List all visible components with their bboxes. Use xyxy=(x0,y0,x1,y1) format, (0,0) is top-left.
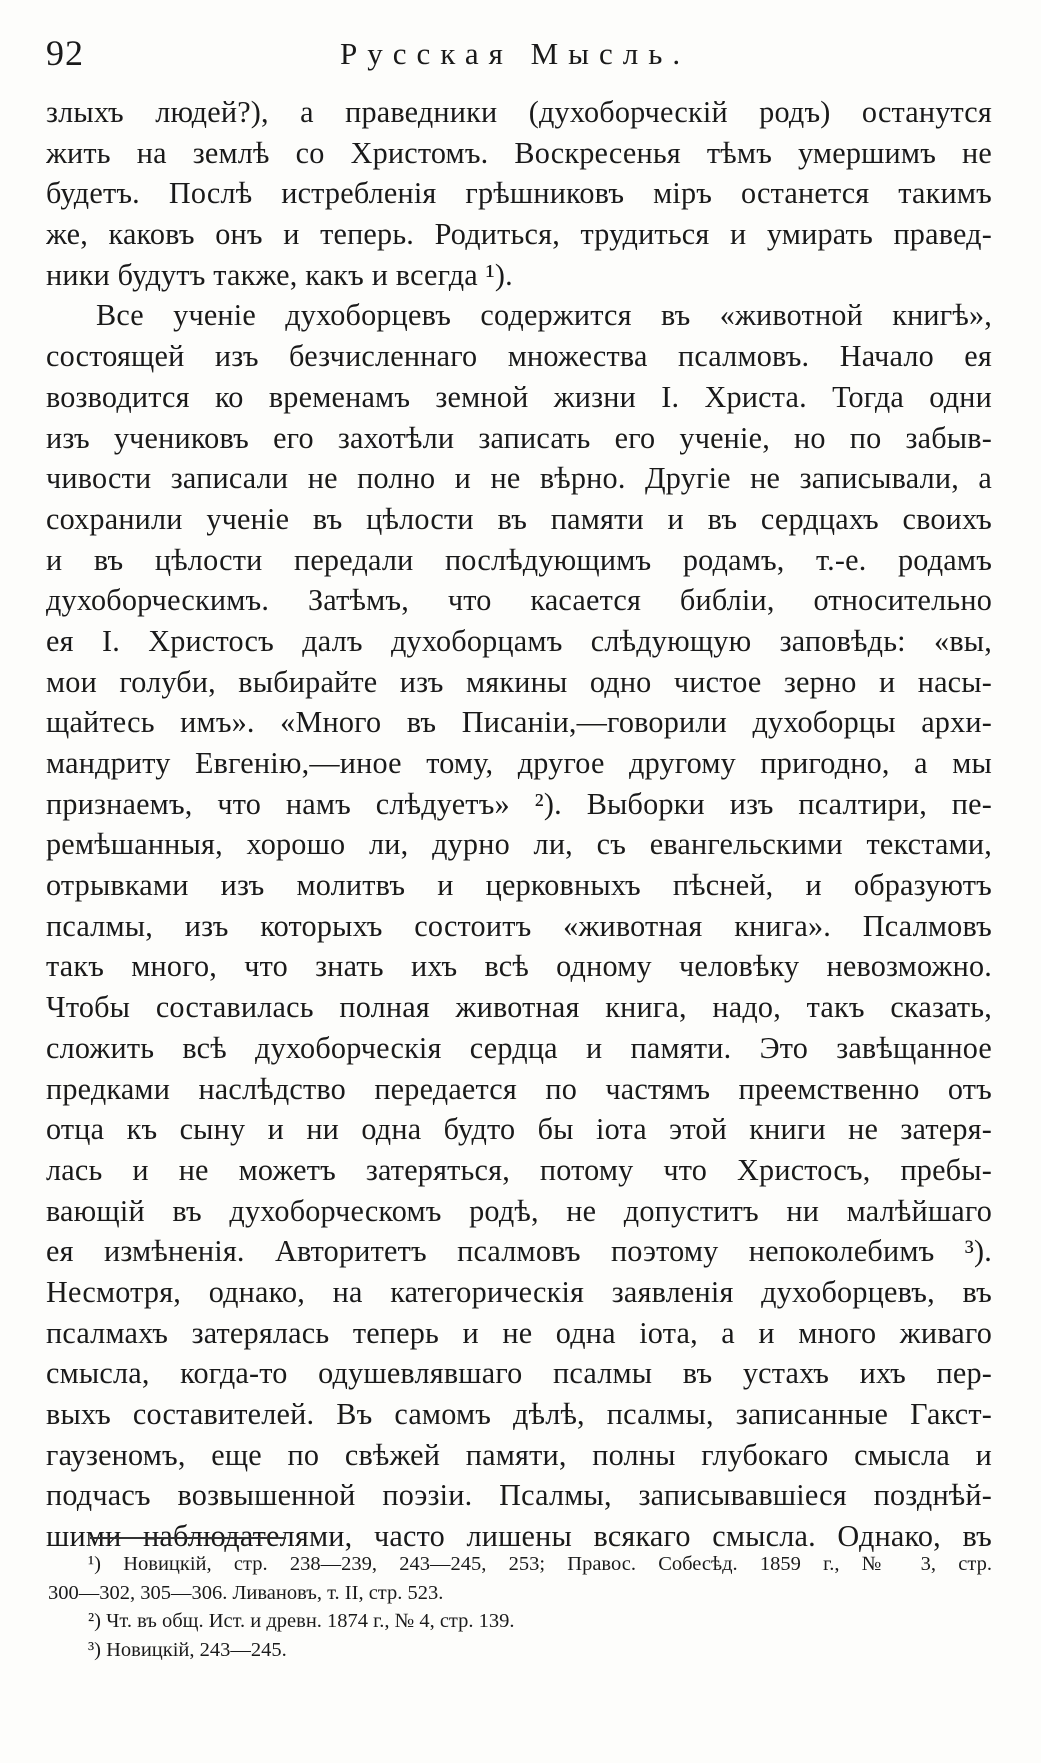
text-line: лась и не можетъ затеряться, потому что Христосъ, пребы- xyxy=(46,1152,992,1187)
text-line: мои голуби, выбирайте изъ мякины одно чистое зерно и насы- xyxy=(46,664,992,699)
body-text xyxy=(46,92,992,1557)
page-number: 92 xyxy=(46,33,84,73)
text-line: будетъ. Послѣ истребленія грѣшниковъ міръ останется такимъ xyxy=(46,176,992,211)
text-line: мандриту Евгенію,—иное тому, другое другому пригодно, а мы xyxy=(46,746,992,780)
text-line: такъ много, что знать ихъ всѣ одному человѣку невозможно. xyxy=(46,949,992,984)
text-line: ея І. Христосъ далъ духоборцамъ слѣдующую заповѣдь: «вы, xyxy=(46,623,992,658)
footnote-line: ¹) Новицкій, стр. 238—239, 243—245, 253; Правос. Собесѣд. 1859 г., № 3, стр. xyxy=(88,1553,992,1575)
footnote-line: ³) Новицкій, 243—245. xyxy=(88,1638,287,1661)
text-line: жить на землѣ со Христомъ. Воскресенья тѣмъ умершимъ не xyxy=(46,135,992,170)
text-line: отрывками изъ молитвъ и церковныхъ пѣсней, и образуютъ xyxy=(46,868,992,903)
text-line: сохранили ученіе въ цѣлости въ памяти и въ сердцахъ своихъ xyxy=(46,501,992,536)
text-line: псалмахъ затерялась теперь и не одна іота, а и много живаго xyxy=(46,1315,992,1350)
text-line: выхъ составителей. Въ самомъ дѣлѣ, псалмы, записанные Гакст- xyxy=(46,1397,992,1431)
footnotes xyxy=(48,1550,992,1664)
text-line: вающій въ духоборческомъ родѣ, не допуститъ ни малѣйшаго xyxy=(46,1193,992,1228)
footnote-line: ²) Чт. въ общ. Ист. и древн. 1874 г., № 4, стр. 139. xyxy=(88,1610,515,1633)
text-line: возводится ко временамъ земной жизни І. Христа. Тогда одни xyxy=(46,379,992,414)
text-line: подчасъ возвышенной поэзіи. Псалмы, записывавшіеся позднѣй- xyxy=(46,1478,992,1513)
text-line: Все ученіе духоборцевъ содержится въ «животной книгѣ», xyxy=(96,298,992,333)
text-line: щайтесь имъ». «Много въ Писаніи,—говорили духоборцы архи- xyxy=(46,705,992,740)
running-title: Русская Мысль. xyxy=(340,36,691,71)
text-line: псалмы, изъ которыхъ состоитъ «животная книга». Псалмовъ xyxy=(46,908,992,943)
text-line: гаузеномъ, еще по свѣжей памяти, полны глубокаго смысла и xyxy=(46,1437,992,1472)
text-line: смысла, когда-то одушевлявшаго псалмы въ устахъ ихъ пер- xyxy=(46,1356,992,1391)
text-line: признаемъ, что намъ слѣдуетъ» ²). Выборки изъ псалтири, пе- xyxy=(46,786,992,821)
text-line: состоящей изъ безчисленнаго множества псалмовъ. Начало ея xyxy=(46,339,992,374)
text-line: духоборческимъ. Затѣмъ, что касается библіи, относительно xyxy=(46,583,992,618)
text-line: же, каковъ онъ и теперь. Родиться, трудиться и умирать правед- xyxy=(46,217,992,252)
footnote-line: 300—302, 305—306. Ливановъ, т. II, стр. 523. xyxy=(48,1581,444,1604)
text-line: злыхъ людей?), а праведники (духоборческій родъ) останутся xyxy=(46,95,992,129)
footnote-rule xyxy=(90,1537,286,1539)
text-line: ники будутъ также, какъ и всегда ¹). xyxy=(46,257,513,292)
page-header xyxy=(40,28,1000,78)
text-line: сложить всѣ духоборческія сердца и памяти. Это завѣщанное xyxy=(46,1030,992,1065)
text-line: Несмотря, однако, на категорическія заявленія духоборцевъ, въ xyxy=(46,1274,992,1309)
text-line: шими наблюдателями, часто лишены всякаго смысла. Однако, въ xyxy=(46,1519,992,1554)
text-line: Чтобы составилась полная животная книга, надо, такъ сказать, xyxy=(46,990,992,1025)
text-line: и въ цѣлости передали послѣдующимъ родамъ, т.-е. родамъ xyxy=(46,542,992,577)
text-line: предками наслѣдство передается по частямъ преемственно отъ xyxy=(46,1071,992,1106)
text-line: изъ учениковъ его захотѣли записать его ученіе, но по забыв- xyxy=(46,420,992,455)
text-line: ремѣшанныя, хорошо ли, дурно ли, съ евангельскими текстами, xyxy=(46,827,992,862)
text-line: отца къ сыну и ни одна будто бы іота этой книги не затеря- xyxy=(46,1112,992,1147)
text-line: чивости записали не полно и не вѣрно. Другіе не записывали, а xyxy=(46,461,992,496)
text-line: ея измѣненія. Авторитетъ псалмовъ поэтому непоколебимъ ³). xyxy=(46,1234,992,1269)
